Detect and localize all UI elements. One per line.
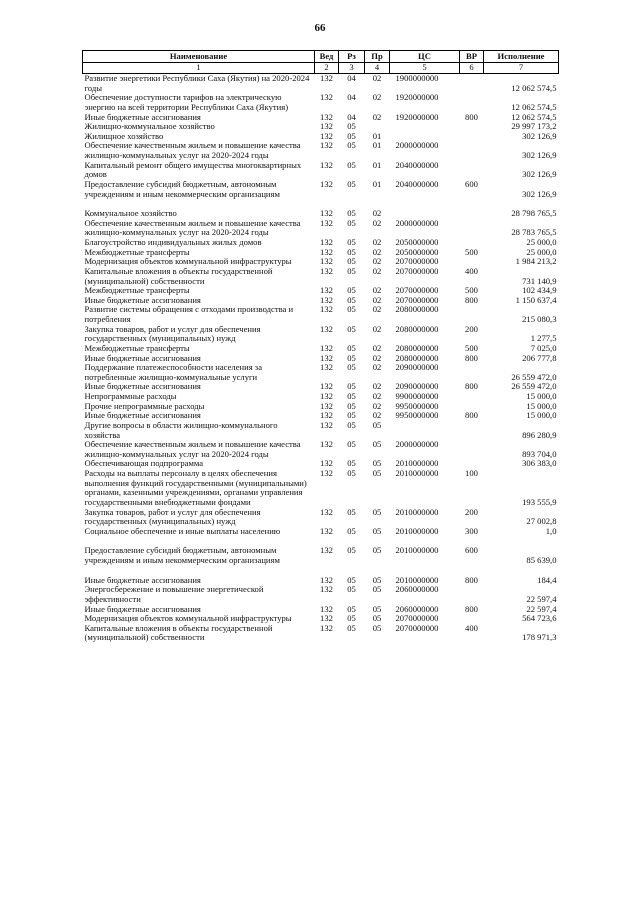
cell-rz: 05 bbox=[347, 130, 356, 141]
cell-vr bbox=[460, 363, 484, 382]
cell-rz: 05 bbox=[347, 256, 356, 267]
cell-rz: 05 bbox=[347, 525, 356, 536]
cell-cs: 2080000000 bbox=[395, 304, 439, 315]
cell-cs: 9900000000 bbox=[395, 391, 439, 401]
cell-cs: 2070000000 bbox=[395, 294, 439, 305]
cell-ved: 132 bbox=[320, 419, 333, 430]
header-rz: Рз bbox=[339, 51, 365, 63]
cell-pr: 05 bbox=[372, 458, 382, 469]
cell-pr: 02 bbox=[372, 381, 382, 392]
cell-cs: 1920000000 bbox=[395, 92, 439, 103]
cell-vr: 600 bbox=[465, 545, 478, 556]
cell-name: Капитальные вложения в объекты государственной (муниципальной) собственности bbox=[84, 622, 273, 643]
cell-ved: 132 bbox=[320, 400, 333, 411]
cell-ved: 132 bbox=[320, 323, 333, 334]
cell-ved: 132 bbox=[320, 159, 333, 170]
cell-pr: 01 bbox=[372, 178, 382, 189]
cell-ved: 132 bbox=[320, 525, 333, 536]
cell-ved: 132 bbox=[320, 217, 333, 228]
cell-vr bbox=[460, 421, 484, 440]
cell-value: 1 277,5 bbox=[530, 333, 557, 344]
cell-pr: 02 bbox=[372, 217, 382, 228]
cell-vr: 500 bbox=[465, 285, 478, 296]
cell-cs: 9950000000 bbox=[395, 410, 439, 421]
cell-cs: 2040000000 bbox=[395, 159, 439, 170]
cell-pr: 05 bbox=[372, 439, 382, 450]
table-row bbox=[83, 161, 559, 180]
cell-value: 306 383,0 bbox=[522, 458, 557, 469]
cell-value: 26 559 472,0 bbox=[511, 371, 557, 382]
cell-rz: 05 bbox=[347, 352, 356, 363]
cell-value: 215 080,3 bbox=[522, 314, 557, 324]
cell-ved: 132 bbox=[320, 342, 333, 353]
cell-rz: 05 bbox=[347, 121, 356, 132]
table-row bbox=[83, 363, 559, 382]
cell-cs: 2070000000 bbox=[395, 285, 439, 296]
cell-vr: 500 bbox=[465, 246, 478, 257]
cell-name: Межбюджетные трансферты bbox=[84, 246, 190, 257]
cell-name: Обеспечение качественным жильем и повышение качества жилищно-коммунальных услуг на 2020-2024 годы bbox=[84, 217, 301, 238]
cell-cs: 2000000000 bbox=[395, 217, 439, 228]
cell-value: 28 783 765,5 bbox=[511, 227, 557, 238]
cell-value: 22 597,4 bbox=[526, 593, 557, 604]
cell-ved: 132 bbox=[320, 458, 333, 469]
cell-cs: 1920000000 bbox=[395, 111, 439, 122]
cell-vr bbox=[460, 392, 484, 402]
cell-rz: 05 bbox=[347, 458, 356, 469]
cell-rz: 05 bbox=[347, 237, 356, 247]
header-vr: ВР bbox=[460, 51, 484, 63]
cell-vr: 300 bbox=[465, 525, 478, 536]
cell-pr: 05 bbox=[372, 574, 382, 585]
cell-vr bbox=[460, 122, 484, 132]
cell-ved: 132 bbox=[320, 352, 333, 363]
cell-vr bbox=[460, 440, 484, 459]
cell-cs: 2010000000 bbox=[395, 458, 439, 469]
cell-value: 1 984 213,2 bbox=[515, 256, 557, 267]
cell-value: 896 280,9 bbox=[522, 429, 557, 440]
table-row bbox=[83, 141, 559, 160]
column-number: 6 bbox=[460, 63, 484, 74]
cell-rz: 05 bbox=[347, 613, 356, 624]
cell-rz: 05 bbox=[347, 265, 356, 276]
cell-pr: 02 bbox=[372, 265, 382, 276]
cell-cs: 2000000000 bbox=[395, 140, 439, 151]
cell-pr: 02 bbox=[372, 304, 382, 315]
cell-cs: 2010000000 bbox=[395, 506, 439, 517]
cell-vr: 800 bbox=[465, 381, 478, 392]
cell-name: Модернизация объектов коммунальной инфраструктуры bbox=[84, 613, 292, 624]
cell-ved: 132 bbox=[320, 603, 333, 614]
cell-rz: 05 bbox=[347, 506, 356, 517]
column-number: 3 bbox=[339, 63, 365, 74]
cell-cs: 2010000000 bbox=[395, 574, 439, 585]
cell-rz: 05 bbox=[347, 140, 356, 151]
table-row bbox=[83, 508, 559, 527]
cell-value: 302 126,9 bbox=[522, 188, 557, 199]
cell-value: 15 000,0 bbox=[526, 410, 557, 421]
cell-cs: 2070000000 bbox=[395, 622, 439, 633]
cell-ved: 132 bbox=[320, 294, 333, 305]
cell-value: 26 559 472,0 bbox=[511, 381, 557, 392]
cell-rz: 05 bbox=[347, 622, 356, 633]
header-pr: Пр bbox=[365, 51, 390, 63]
cell-rz: 05 bbox=[347, 391, 356, 401]
header-row bbox=[83, 51, 559, 63]
column-number: 4 bbox=[365, 63, 390, 74]
cell-name: Иные бюджетные ассигнования bbox=[84, 410, 201, 421]
cell-vr: 200 bbox=[465, 323, 478, 334]
table-row bbox=[83, 93, 559, 112]
cell-ved: 132 bbox=[320, 178, 333, 189]
table-row bbox=[83, 527, 559, 537]
cell-ved: 132 bbox=[320, 362, 333, 373]
cell-rz: 04 bbox=[347, 92, 356, 103]
cell-name: Обеспечивающая подпрограмма bbox=[84, 458, 204, 469]
cell-pr: 02 bbox=[372, 352, 382, 363]
cell-name: Обеспечение доступности тарифов на электрическую энергию на всей территории Республики Саха (Якутия) bbox=[84, 92, 289, 112]
cell-vr bbox=[460, 161, 484, 180]
cell-cs: 2000000000 bbox=[395, 439, 439, 450]
cell-vr: 800 bbox=[465, 352, 478, 363]
cell-value: 564 723,6 bbox=[522, 613, 557, 624]
cell-pr: 05 bbox=[372, 584, 382, 595]
table-row bbox=[83, 267, 559, 286]
cell-value: 206 777,8 bbox=[522, 352, 557, 363]
cell-cs: 2080000000 bbox=[395, 323, 439, 334]
cell-name: Непрограммные расходы bbox=[84, 391, 177, 401]
cell-ved: 132 bbox=[320, 237, 333, 247]
cell-vr bbox=[460, 585, 484, 604]
cell-name: Благоустройство индивидуальных жилых домов bbox=[84, 237, 262, 247]
cell-value: 1,0 bbox=[545, 525, 557, 536]
cell-rz: 05 bbox=[347, 381, 356, 392]
cell-pr: 02 bbox=[372, 294, 382, 305]
cell-ved: 132 bbox=[320, 622, 333, 633]
cell-rz: 05 bbox=[347, 159, 356, 170]
cell-name: Прочие непрограммные расходы bbox=[84, 400, 205, 411]
cell-rz: 05 bbox=[347, 178, 356, 189]
cell-value: 12 062 574,5 bbox=[511, 82, 557, 93]
cell-ved: 132 bbox=[320, 121, 333, 132]
cell-value: 1 150 637,4 bbox=[515, 294, 557, 305]
cell-rz: 05 bbox=[347, 246, 356, 257]
cell-pr: 05 bbox=[372, 506, 382, 517]
cell-name: Межбюджетные трансферты bbox=[84, 342, 190, 353]
column-number-row bbox=[83, 63, 559, 74]
cell-name: Иные бюджетные ассигнования bbox=[84, 294, 201, 305]
cell-ved: 132 bbox=[320, 613, 333, 624]
cell-pr: 02 bbox=[372, 323, 382, 334]
cell-name: Иные бюджетные ассигнования bbox=[84, 381, 201, 392]
cell-name: Иные бюджетные ассигнования bbox=[84, 574, 201, 585]
cell-ved: 132 bbox=[320, 285, 333, 296]
cell-pr: 05 bbox=[372, 622, 382, 633]
cell-name: Развитие системы обращения с отходами производства и потребления bbox=[84, 304, 294, 324]
cell-cs: 2050000000 bbox=[395, 246, 439, 257]
cell-cs: 2070000000 bbox=[395, 613, 439, 624]
cell-vr bbox=[460, 305, 484, 324]
column-number: 2 bbox=[315, 63, 339, 74]
cell-name: Иные бюджетные ассигнования bbox=[84, 603, 201, 614]
cell-cs: 2010000000 bbox=[395, 525, 439, 536]
cell-pr: 05 bbox=[372, 613, 382, 624]
cell-rz: 04 bbox=[347, 111, 356, 122]
cell-pr: 02 bbox=[372, 342, 382, 353]
cell-cs: 2040000000 bbox=[395, 178, 439, 189]
cell-ved: 132 bbox=[320, 208, 333, 219]
table-row bbox=[83, 469, 559, 508]
cell-rz: 05 bbox=[347, 294, 356, 305]
cell-rz: 05 bbox=[347, 584, 356, 595]
header-name: Наименование bbox=[83, 51, 315, 63]
cell-value: 893 704,0 bbox=[522, 448, 557, 459]
cell-rz: 05 bbox=[347, 400, 356, 411]
cell-pr: 02 bbox=[372, 410, 382, 421]
cell-ved: 132 bbox=[320, 140, 333, 151]
cell-pr: 02 bbox=[372, 92, 382, 103]
cell-cs: 2090000000 bbox=[395, 362, 439, 373]
cell-pr: 01 bbox=[372, 159, 382, 170]
cell-name: Развитие энергетики Республики Саха (Якутия) на 2020-2024 годы bbox=[84, 73, 310, 93]
budget-table bbox=[82, 50, 559, 643]
cell-rz: 05 bbox=[347, 362, 356, 373]
cell-value: 193 555,9 bbox=[522, 496, 557, 507]
cell-ved: 132 bbox=[320, 246, 333, 257]
cell-rz: 05 bbox=[347, 603, 356, 614]
cell-vr: 800 bbox=[465, 603, 478, 614]
cell-rz: 05 bbox=[347, 468, 356, 478]
cell-vr: 800 bbox=[465, 294, 478, 305]
cell-rz: 05 bbox=[347, 285, 356, 296]
cell-value: 85 639,0 bbox=[526, 555, 557, 565]
cell-cs: 2010000000 bbox=[395, 468, 439, 478]
header-value: Исполнение bbox=[484, 51, 559, 63]
cell-cs: 2010000000 bbox=[395, 545, 439, 556]
cell-pr: 02 bbox=[372, 362, 382, 373]
cell-value: 25 000,0 bbox=[526, 246, 557, 257]
cell-ved: 132 bbox=[320, 574, 333, 585]
cell-rz: 05 bbox=[347, 574, 356, 585]
cell-ved: 132 bbox=[320, 130, 333, 141]
cell-value: 102 434,9 bbox=[522, 285, 557, 296]
cell-name: Закупка товаров, работ и услуг для обеспечения государственных (муниципальных) нужд bbox=[84, 323, 261, 344]
cell-pr: 02 bbox=[372, 111, 382, 122]
cell-ved: 132 bbox=[320, 545, 333, 556]
table-row bbox=[83, 74, 559, 94]
cell-pr: 02 bbox=[372, 391, 382, 401]
cell-vr: 400 bbox=[465, 622, 478, 633]
cell-cs bbox=[390, 421, 460, 440]
cell-name: Жилищное хозяйство bbox=[84, 130, 164, 141]
cell-name: Расходы на выплаты персоналу в целях обеспечения выполнения функций государственными (муниципальными) органами, казенными учреждениями, органами управления государственными внебюджетными фондами bbox=[84, 468, 307, 507]
header-cs: ЦС bbox=[390, 51, 460, 63]
cell-rz: 05 bbox=[347, 208, 356, 219]
cell-value: 302 126,9 bbox=[522, 169, 557, 180]
cell-cs: 2080000000 bbox=[395, 342, 439, 353]
cell-ved: 132 bbox=[320, 304, 333, 315]
cell-pr: 05 bbox=[372, 525, 382, 536]
cell-name: Иные бюджетные ассигнования bbox=[84, 111, 201, 122]
cell-vr bbox=[460, 209, 484, 219]
cell-vr bbox=[460, 93, 484, 112]
cell-name: Модернизация объектов коммунальной инфраструктуры bbox=[84, 256, 292, 267]
cell-pr: 02 bbox=[372, 237, 382, 247]
page-number: 66 bbox=[314, 22, 326, 34]
cell-pr: 02 bbox=[372, 246, 382, 257]
cell-rz: 05 bbox=[347, 323, 356, 334]
table-row bbox=[83, 219, 559, 238]
cell-rz: 05 bbox=[347, 419, 356, 430]
cell-name: Капитальные вложения в объекты государственной (муниципальной) собственности bbox=[84, 265, 273, 286]
cell-name: Другие вопросы в области жилищно-коммунального хозяйства bbox=[84, 419, 278, 440]
cell-ved: 132 bbox=[320, 584, 333, 595]
cell-cs: 2050000000 bbox=[395, 237, 439, 247]
cell-vr: 100 bbox=[465, 468, 478, 478]
cell-value: 15 000,0 bbox=[526, 391, 557, 401]
cell-ved: 132 bbox=[320, 410, 333, 421]
cell-vr bbox=[460, 219, 484, 238]
cell-ved: 132 bbox=[320, 468, 333, 478]
column-number: 1 bbox=[83, 63, 315, 74]
cell-value: 29 997 173,2 bbox=[511, 121, 557, 132]
header-ved: Вед bbox=[315, 51, 339, 63]
table-row bbox=[83, 305, 559, 324]
cell-cs: 2080000000 bbox=[395, 352, 439, 363]
table-row bbox=[83, 180, 559, 199]
cell-ved: 132 bbox=[320, 506, 333, 517]
cell-ved: 132 bbox=[320, 111, 333, 122]
cell-ved: 132 bbox=[320, 92, 333, 103]
table-row bbox=[83, 440, 559, 459]
cell-vr: 200 bbox=[465, 506, 478, 517]
cell-value: 12 062 574,5 bbox=[511, 101, 557, 112]
cell-pr: 01 bbox=[372, 130, 382, 141]
cell-pr: 02 bbox=[372, 256, 382, 267]
cell-value: 12 062 574,5 bbox=[511, 111, 557, 122]
cell-cs: 2070000000 bbox=[395, 256, 439, 267]
cell-value: 7 025,0 bbox=[530, 342, 557, 353]
cell-ved: 132 bbox=[320, 256, 333, 267]
cell-value: 27 002,8 bbox=[526, 516, 557, 527]
cell-vr bbox=[460, 132, 484, 142]
cell-vr bbox=[460, 74, 484, 94]
cell-name: Предоставление субсидий бюджетным, автономным учреждениям и иным некоммерческим организациям bbox=[84, 178, 280, 199]
cell-cs: 2060000000 bbox=[395, 603, 439, 614]
cell-pr: 01 bbox=[372, 140, 382, 151]
cell-rz: 04 bbox=[347, 73, 356, 83]
cell-name: Жилищно-коммунальное хозяйство bbox=[84, 121, 215, 132]
cell-name: Коммунальное хозяйство bbox=[84, 208, 177, 219]
cell-cs bbox=[390, 122, 460, 132]
cell-rz: 05 bbox=[347, 545, 356, 556]
cell-name: Межбюджетные трансферты bbox=[84, 285, 190, 296]
cell-name: Иные бюджетные ассигнования bbox=[84, 352, 201, 363]
cell-vr: 500 bbox=[465, 342, 478, 353]
cell-value: 15 000,0 bbox=[526, 400, 557, 411]
cell-ved: 132 bbox=[320, 439, 333, 450]
column-number: 7 bbox=[484, 63, 559, 74]
cell-name: Энергосбережение и повышение энергетической эффективности bbox=[84, 584, 264, 604]
cell-cs: 9950000000 bbox=[395, 400, 439, 411]
table-row bbox=[83, 546, 559, 565]
cell-value: 25 000,0 bbox=[526, 237, 557, 247]
cell-vr: 400 bbox=[465, 265, 478, 276]
table-row bbox=[83, 624, 559, 643]
cell-value: 731 140,9 bbox=[522, 275, 557, 286]
cell-vr bbox=[460, 141, 484, 160]
cell-pr: 02 bbox=[372, 400, 382, 411]
cell-pr: 02 bbox=[372, 208, 382, 219]
cell-name: Обеспечение качественным жильем и повышение качества жилищно-коммунальных услуг на 2020-2024 годы bbox=[84, 439, 301, 459]
cell-value: 28 798 765,5 bbox=[511, 208, 557, 219]
cell-ved: 132 bbox=[320, 265, 333, 276]
column-number: 5 bbox=[390, 63, 460, 74]
cell-name: Предоставление субсидий бюджетным, автономным учреждениям и иным некоммерческим организациям bbox=[84, 545, 280, 565]
table-body bbox=[83, 74, 559, 644]
cell-cs: 2060000000 bbox=[395, 584, 439, 595]
cell-vr: 600 bbox=[465, 178, 478, 189]
cell-name: Закупка товаров, работ и услуг для обеспечения государственных (муниципальных) нужд bbox=[84, 506, 261, 527]
cell-ved: 132 bbox=[320, 381, 333, 392]
cell-ved: 132 bbox=[320, 391, 333, 401]
cell-name: Капитальный ремонт общего имущества многоквартирных домов bbox=[84, 159, 302, 180]
cell-rz: 05 bbox=[347, 410, 356, 421]
cell-value: 184,4 bbox=[537, 574, 557, 585]
cell-cs: 2070000000 bbox=[395, 265, 439, 276]
cell-rz: 05 bbox=[347, 342, 356, 353]
table-row bbox=[83, 585, 559, 604]
table-row bbox=[83, 421, 559, 440]
cell-name: Социальное обеспечение и иные выплаты населению bbox=[84, 525, 281, 536]
cell-vr: 800 bbox=[465, 111, 478, 122]
cell-pr: 05 bbox=[372, 545, 382, 556]
cell-value: 302 126,9 bbox=[522, 150, 557, 160]
cell-name: Поддержание платежеспособности населения за потребленные жилищно-коммунальные услуги bbox=[84, 362, 263, 382]
cell-vr: 800 bbox=[465, 410, 478, 421]
cell-cs: 2090000000 bbox=[395, 381, 439, 392]
cell-vr: 800 bbox=[465, 574, 478, 585]
cell-pr: 05 bbox=[372, 468, 382, 478]
cell-ved: 132 bbox=[320, 73, 333, 83]
cell-value: 178 971,3 bbox=[522, 632, 557, 643]
cell-value: 302 126,9 bbox=[522, 130, 557, 141]
cell-name: Обеспечение качественным жильем и повышение качества жилищно-коммунальных услуг на 2020-2024 годы bbox=[84, 140, 301, 160]
cell-rz: 05 bbox=[347, 217, 356, 228]
table-row bbox=[83, 325, 559, 344]
cell-rz: 05 bbox=[347, 439, 356, 450]
cell-rz: 05 bbox=[347, 304, 356, 315]
cell-value: 22 597,4 bbox=[526, 603, 557, 614]
cell-pr: 05 bbox=[372, 419, 382, 430]
cell-cs: 1900000000 bbox=[395, 73, 439, 83]
cell-pr: 02 bbox=[372, 285, 382, 296]
cell-pr: 02 bbox=[372, 73, 382, 83]
cell-pr: 05 bbox=[372, 603, 382, 614]
